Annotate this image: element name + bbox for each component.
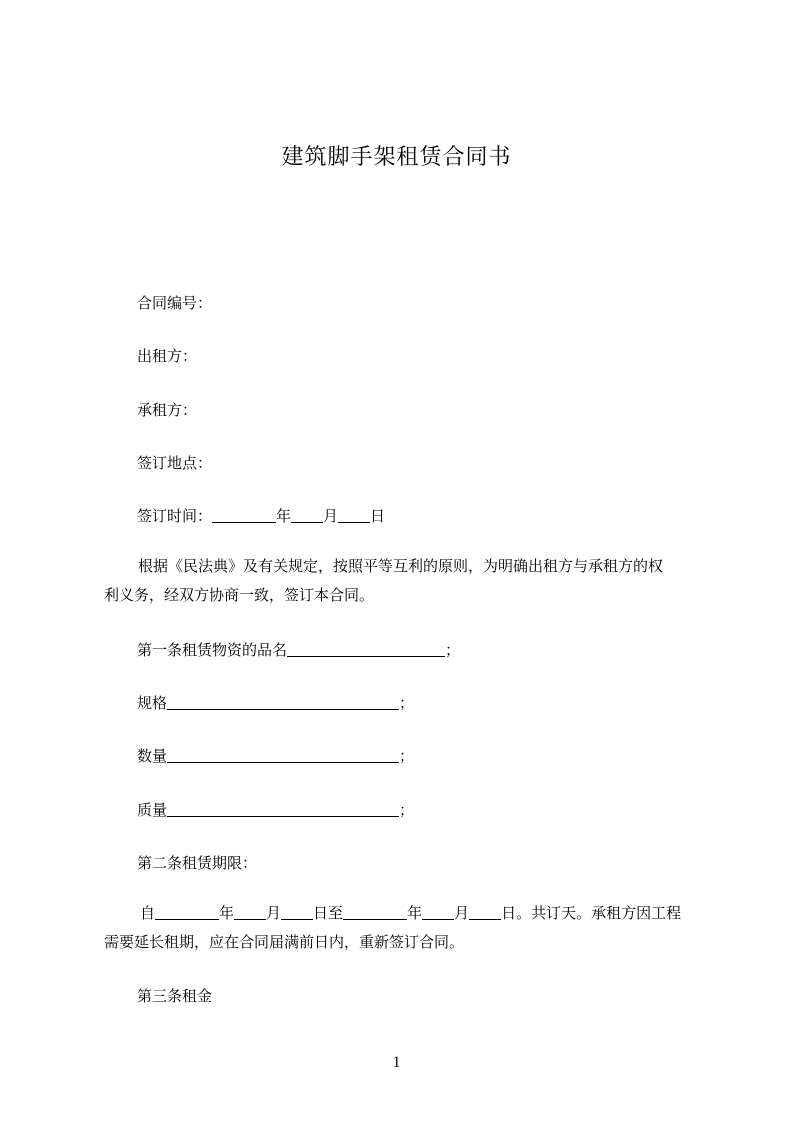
day-text: 日 (370, 507, 386, 525)
sign-time-field (137, 505, 385, 526)
semicolon: ； (399, 694, 415, 712)
start-year-blank (155, 904, 219, 920)
day-blank (338, 507, 370, 523)
semicolon: ； (445, 641, 461, 659)
start-day-blank (281, 904, 313, 920)
contract-number-field: 合同编号： (137, 294, 213, 312)
spec-blank (167, 694, 399, 710)
article2-line-2: 需要延长租期，应在合同届满前日内，重新签订合同。 (104, 933, 465, 951)
semicolon: ； (399, 747, 415, 765)
to-text: 日至 (313, 904, 344, 922)
end-year-text: 年 (407, 904, 423, 922)
page-number: 1 (392, 1054, 401, 1071)
lessor-field: 出租方： (137, 347, 198, 365)
document-title: 建筑脚手架租赁合同书 (281, 145, 512, 170)
quantity-blank (167, 747, 399, 763)
article2-paragraph (104, 899, 700, 957)
end-day-blank (469, 904, 501, 920)
article2-line-1 (104, 899, 700, 928)
start-month-blank (234, 904, 266, 920)
article1-quantity (137, 745, 414, 766)
start-year-text: 年 (219, 904, 235, 922)
intro-line-2: 利义务，经双方协商一致，签订本合同。 (104, 586, 375, 604)
year-text: 年 (276, 507, 292, 525)
intro-line-1: 根据《民法典》及有关规定，按照平等互利的原则，为明确出租方与承租方的权 (138, 557, 664, 575)
sign-place-field: 签订地点： (137, 454, 213, 472)
article2-title: 第二条租赁期限： (137, 854, 258, 872)
end-month-blank (422, 904, 454, 920)
end-year-blank (343, 904, 407, 920)
semicolon: ； (399, 801, 415, 819)
quantity-label: 数量 (137, 747, 168, 765)
start-month-text: 月 (266, 904, 282, 922)
intro-paragraph (104, 552, 700, 610)
month-text: 月 (323, 507, 339, 525)
term-end-text: 日。共订天。承租方因工程 (501, 904, 682, 922)
quality-blank (167, 801, 399, 817)
article1-spec (137, 692, 414, 713)
spec-label: 规格 (137, 694, 168, 712)
article1-quality (137, 799, 414, 820)
end-month-text: 月 (454, 904, 470, 922)
quality-label: 质量 (137, 801, 168, 819)
article3-title: 第三条租金 (137, 987, 213, 1005)
lessee-field: 承租方： (137, 401, 198, 419)
from-text: 自 (140, 904, 156, 922)
article1-title: 第一条租赁物资的品名 (137, 641, 288, 659)
sign-time-label: 签订时间： (137, 507, 213, 525)
year-blank (212, 507, 276, 523)
item-name-blank (287, 641, 445, 657)
month-blank (291, 507, 323, 523)
article1-item-name (137, 639, 460, 660)
